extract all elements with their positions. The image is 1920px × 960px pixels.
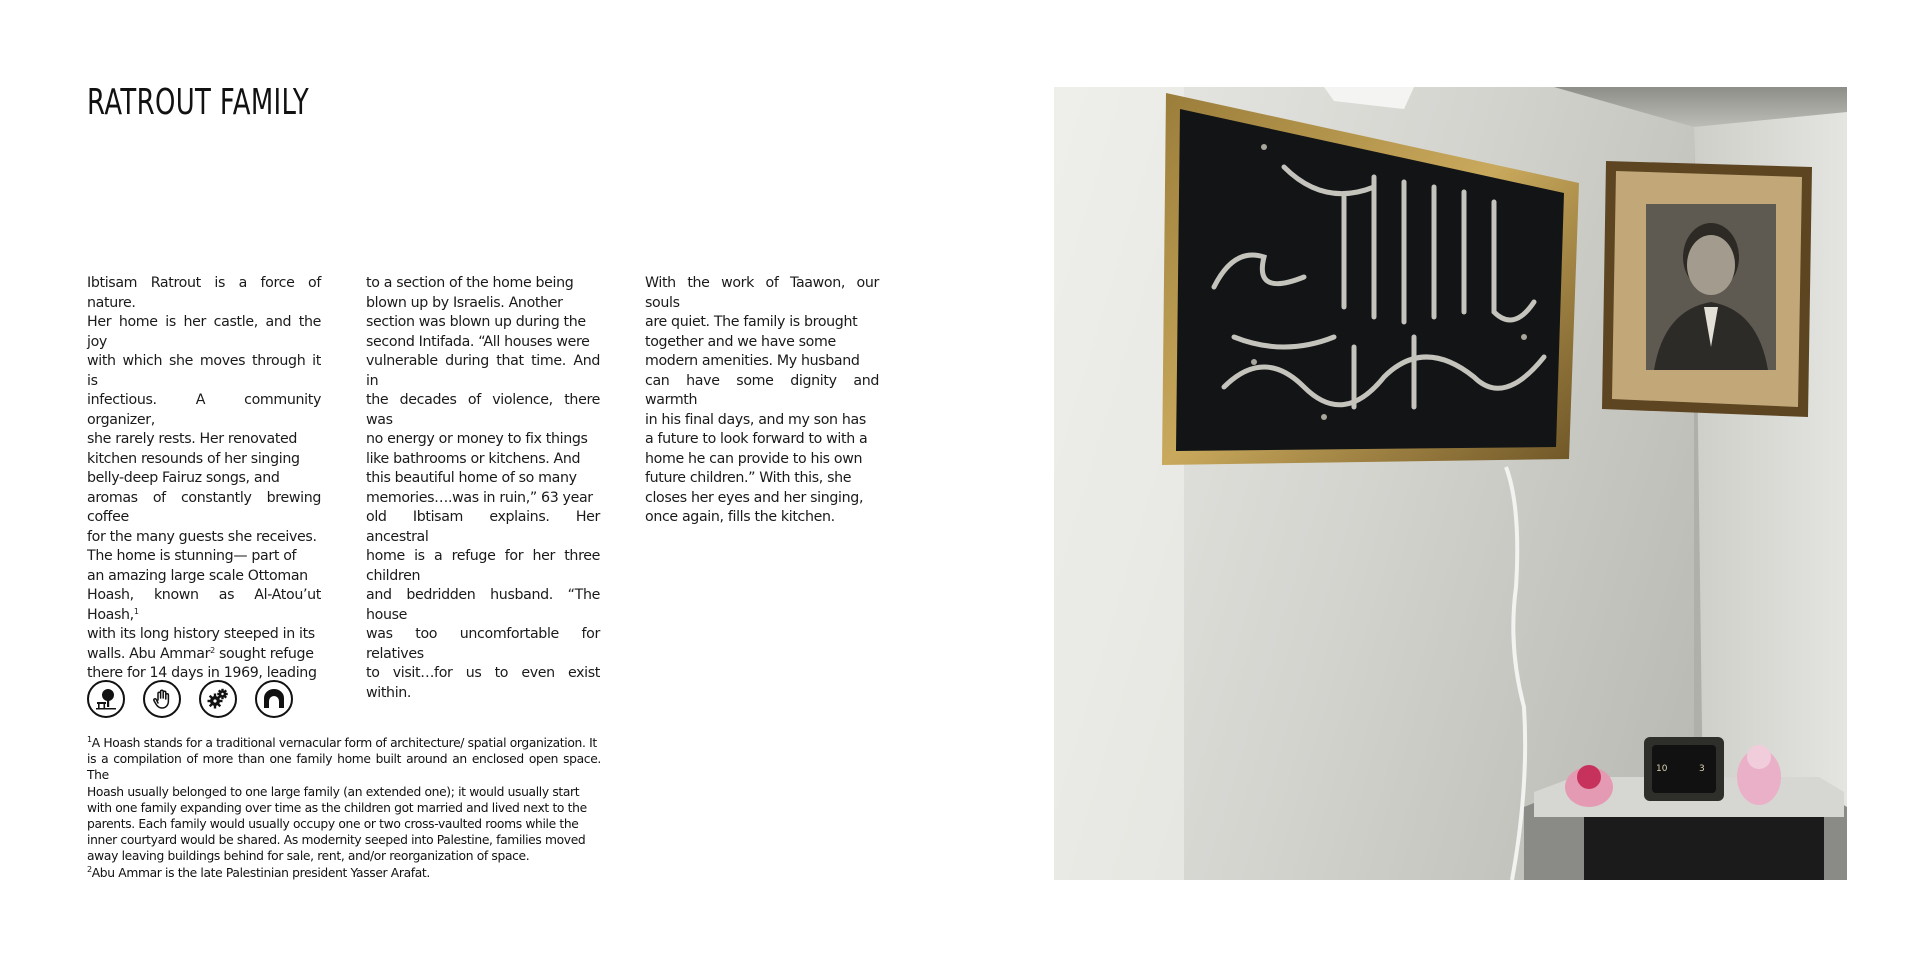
text-line: home he can provide to his own	[645, 450, 863, 467]
text-line: together and we have some	[645, 333, 836, 350]
text-line: vulnerable during that time. And in	[366, 353, 600, 389]
text-line: With the work of Taawon, our souls	[645, 275, 879, 311]
text-line: with which she moves through it is	[87, 353, 321, 389]
text-line: this beautiful home of so many	[366, 470, 577, 486]
footnote-line: inner courtyard would be shared. As modernity seeped into Palestine, families moved	[87, 833, 586, 848]
footnote-line: parents. Each family would usually occupy one or two cross-vaulted rooms while the	[87, 817, 579, 832]
footnote-2	[87, 865, 601, 881]
text-line: future children.” With this, she	[645, 470, 852, 486]
footnote-text: A Hoash stands for a traditional vernacular form of architecture/ spatial organization. It	[91, 736, 597, 750]
text-line: second Intifada. “All houses were	[366, 333, 590, 350]
text-line: for the many guests she receives.	[87, 528, 317, 545]
text-line: belly-deep Fairuz songs, and	[87, 470, 280, 486]
footnote-text: Abu Ammar is the late Palestinian president Yasser Arafat.	[91, 866, 430, 880]
text-line: no energy or money to fix things	[366, 431, 588, 447]
text-line: there for 14 days in 1969, leading	[87, 665, 317, 681]
footnote-ref-2: 2	[210, 645, 215, 655]
text-line: she rarely rests. Her renovated	[87, 431, 298, 447]
footnote-marker-2: 2	[87, 865, 92, 874]
text-line: an amazing large scale Ottoman	[87, 567, 308, 584]
footnote-line	[87, 865, 601, 881]
footnote-line: away leaving buildings behind for sale, rent, and/or reorganization of space.	[87, 849, 530, 864]
footnote-line: with one family expanding over time as the children got married and lived next to the	[87, 800, 587, 815]
text-line: once again, fills the kitchen.	[645, 509, 835, 525]
body-column-2	[366, 274, 600, 703]
tree-bench-icon	[87, 680, 125, 718]
text-line: like bathrooms or kitchens. And	[366, 450, 581, 467]
gears-icon	[199, 680, 237, 718]
footnote-ref-1: 1	[133, 606, 139, 616]
text-line: kitchen resounds of her singing	[87, 450, 300, 467]
text-line: closes her eyes and her singing,	[645, 489, 864, 506]
clock-number: 3	[1699, 764, 1705, 774]
text-line: infectious. A community organizer,	[87, 392, 321, 428]
footnote-1	[87, 735, 601, 865]
text-line: old Ibtisam explains. Her ancestral	[366, 509, 600, 545]
page-title: RATROUT FAMILY	[87, 82, 310, 123]
clock-number: 10	[1656, 764, 1668, 774]
text-line: Ibtisam Ratrout is a force of nature.	[87, 275, 321, 311]
text-line: to visit…for us to even exist within.	[366, 665, 600, 701]
footnote-line	[87, 735, 601, 751]
footnote-line: Hoash usually belonged to one large family (an extended one); it would usually start	[87, 784, 580, 799]
framed-calligraphy-and-portrait-photo	[1054, 87, 1847, 880]
footnote-line: is a compilation of more than one family home built around an enclosed open space. The	[87, 752, 601, 783]
text-line: blown up by Israelis. Another	[366, 294, 563, 311]
footnote-marker-1: 1	[87, 735, 92, 744]
text-line: and bedridden husband. “The house	[366, 587, 600, 623]
text-line: section was blown up during the	[366, 314, 586, 330]
text-fragment: sought refuge	[219, 645, 314, 662]
text-line	[87, 586, 321, 625]
hand-icon	[143, 680, 181, 718]
text-line: was too uncomfortable for relatives	[366, 626, 600, 662]
text-line	[87, 645, 321, 665]
text-line: memories….was in ruin,” 63 year	[366, 489, 593, 506]
arch-icon	[255, 680, 293, 718]
text-line: Her home is her castle, and the joy	[87, 314, 321, 350]
text-line: in his final days, and my son has	[645, 411, 866, 428]
text-line: can have some dignity and warmth	[645, 372, 879, 408]
text-line: home is a refuge for her three children	[366, 548, 600, 584]
text-fragment: Hoash, known as Al-Atou’ut Hoash,	[87, 587, 321, 623]
text-line: a future to look forward to with a	[645, 431, 868, 447]
body-column-3	[645, 274, 879, 528]
text-line: are quiet. The family is brought	[645, 314, 858, 330]
text-line: The home is stunning— part of	[87, 548, 297, 564]
text-line: to a section of the home being	[366, 275, 574, 291]
text-line: the decades of violence, there was	[366, 392, 600, 428]
text-fragment: walls. Abu Ammar	[87, 645, 211, 662]
body-column-1	[87, 274, 321, 684]
text-line: aromas of constantly brewing coffee	[87, 489, 321, 525]
text-line: modern amenities. My husband	[645, 353, 860, 369]
text-line: with its long history steeped in its	[87, 626, 315, 642]
